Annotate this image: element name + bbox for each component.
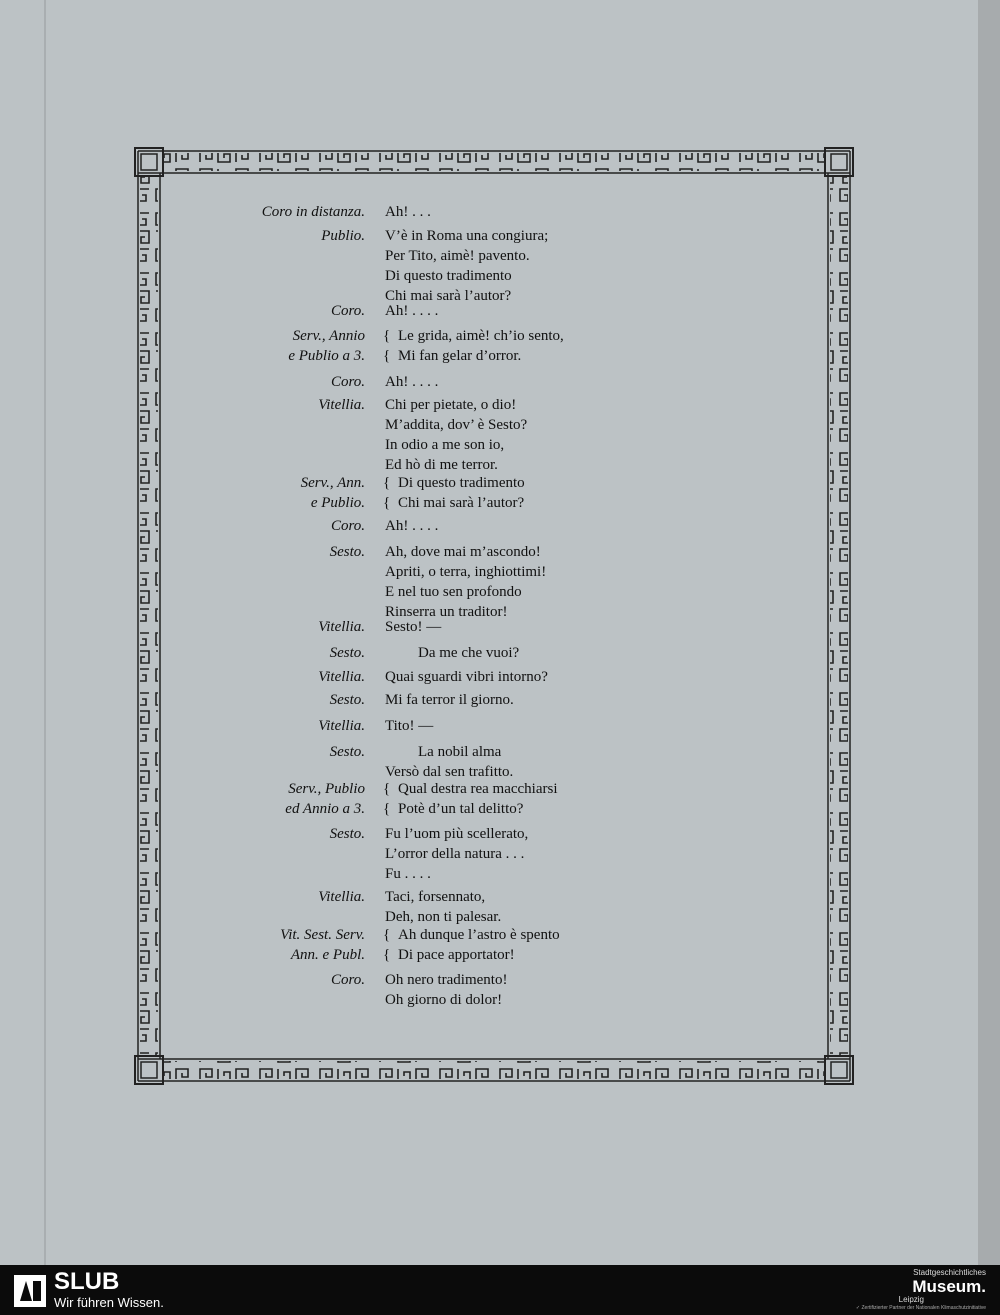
speaker-label: Coro. (330, 374, 365, 390)
speaker-label: Sesto. (329, 744, 365, 760)
verse-line: Per Tito, aimè! pavento. (385, 248, 530, 264)
verse-line: Ed hò di me terror. (385, 457, 498, 473)
speaker-label: Vit. Sest. Serv. (280, 927, 365, 943)
brace-mark: { (383, 495, 391, 511)
verse-line: Fu . . . . (385, 866, 431, 882)
verse-line: Di questo tradimento (385, 268, 512, 284)
speaker-label: Vitellia. (318, 718, 365, 734)
text-row (0, 417, 1000, 439)
verse-line: Da me che vuoi? (418, 645, 520, 661)
verse-line: Di questo tradimento (398, 475, 525, 491)
verse-line: La nobil alma (418, 744, 502, 760)
verse-line: V’è in Roma una congiura; (385, 228, 549, 244)
verse-line: Oh nero tradimento! (385, 972, 508, 988)
speaker-label: Sesto. (329, 692, 365, 708)
text-row (0, 992, 1000, 1014)
brace-mark: { (383, 927, 391, 943)
slub-name: SLUB (54, 1268, 120, 1295)
speaker-label: Ann. e Publ. (290, 947, 365, 963)
verse-line: Oh giorno di dolor! (385, 992, 503, 1008)
brace-mark: { (383, 475, 391, 491)
text-row (0, 947, 1000, 969)
verse-line: Chi per pietate, o dio! (385, 397, 517, 413)
verse-line: Fu l’uom più scellerato, (385, 826, 529, 842)
verse-line: Le grida, aimè! ch’io sento, (398, 328, 564, 344)
speaker-label: Vitellia. (318, 889, 365, 905)
verse-line: Deh, non ti palesar. (385, 909, 502, 925)
speaker-label: Vitellia. (318, 669, 365, 685)
speaker-label: Sesto. (329, 544, 365, 560)
speaker-label: Vitellia. (318, 397, 365, 413)
speaker-label: Sesto. (329, 826, 365, 842)
speaker-label: Coro. (330, 303, 365, 319)
text-row (0, 645, 1000, 667)
speaker-label: Serv., Publio (288, 781, 365, 797)
text-row (0, 495, 1000, 517)
verse-line: Ah, dove mai m’ascondo! (385, 544, 541, 560)
brace-mark: { (383, 781, 391, 797)
text-row (0, 374, 1000, 396)
text-row (0, 866, 1000, 888)
verse-line: Tito! — (385, 718, 434, 734)
text-row (0, 927, 1000, 949)
museum-city: Leipzig (898, 1295, 924, 1304)
speaker-label: Coro. (330, 518, 365, 534)
speaker-label: Coro. (330, 972, 365, 988)
text-row (0, 248, 1000, 270)
text-row (0, 397, 1000, 419)
text-row (0, 475, 1000, 497)
verse-line: Rinserra un traditor! (385, 604, 508, 620)
text-row (0, 518, 1000, 540)
footer-bar (0, 1265, 1000, 1315)
verse-line: Di pace apportator! (398, 947, 515, 963)
verse-line: Chi mai sarà l’autor? (398, 495, 525, 511)
verse-line: Quai sguardi vibri intorno? (385, 669, 548, 685)
brace-mark: { (383, 801, 391, 817)
brace-mark: { (383, 328, 391, 344)
slub-logo-icon (12, 1273, 48, 1309)
verse-line: Ah! . . . . (385, 303, 439, 319)
speaker-label: Serv., Annio (292, 328, 365, 344)
text-row (0, 564, 1000, 586)
text-row (0, 544, 1000, 566)
verse-line: Ah! . . . . (385, 518, 439, 534)
verse-line: Ah! . . . (385, 204, 431, 220)
verse-line: Qual destra rea macchiarsi (398, 781, 558, 797)
text-row (0, 328, 1000, 350)
text-row (0, 826, 1000, 848)
text-row (0, 889, 1000, 911)
verse-line: M’addita, dov’ è Sesto? (385, 417, 528, 433)
verse-line: L’orror della natura . . . (385, 846, 525, 862)
speaker-label: Serv., Ann. (300, 475, 365, 491)
speaker-label: Sesto. (329, 645, 365, 661)
brace-mark: { (383, 348, 391, 364)
text-row (0, 972, 1000, 994)
verse-line: Ah dunque l’astro è spento (398, 927, 560, 943)
text-row (0, 303, 1000, 325)
verse-line: Taci, forsennato, (385, 889, 486, 905)
verse-line: Mi fa terror il giorno. (385, 692, 514, 708)
speaker-label: e Publio. (310, 495, 365, 511)
speaker-label: e Publio a 3. (288, 348, 365, 364)
verse-line: Apriti, o terra, inghiottimi! (385, 564, 547, 580)
museum-note: ✓ Zertifizierter Partner der Nationalen Klimaschutzinitiative (855, 1305, 986, 1311)
text-row (0, 584, 1000, 606)
speaker-label: Coro in distanza. (261, 204, 365, 220)
verse-line: Chi mai sarà l’autor? (385, 288, 512, 304)
speaker-label: ed Annio a 3. (285, 801, 365, 817)
text-row (0, 619, 1000, 641)
text-row (0, 718, 1000, 740)
brace-mark: { (383, 947, 391, 963)
speaker-label: Publio. (321, 228, 365, 244)
verse-line: Versò dal sen trafitto. (385, 764, 514, 780)
text-row (0, 801, 1000, 823)
slub-tagline: Wir führen Wissen. (54, 1295, 164, 1310)
text-row (0, 437, 1000, 459)
verse-line: Potè d’un tal delitto? (398, 801, 524, 817)
text-row (0, 348, 1000, 370)
text-row (0, 204, 1000, 226)
text-row (0, 781, 1000, 803)
text-row (0, 268, 1000, 290)
verse-line: In odio a me son io, (385, 437, 505, 453)
verse-line: E nel tuo sen profondo (385, 584, 522, 600)
text-row (0, 669, 1000, 691)
text-row (0, 744, 1000, 766)
text-row (0, 846, 1000, 868)
museum-name: Museum. (912, 1277, 986, 1296)
museum-subtitle: Stadtgeschichtliches (913, 1268, 986, 1277)
text-row (0, 228, 1000, 250)
verse-line: Mi fan gelar d’orror. (398, 348, 522, 364)
verse-line: Ah! . . . . (385, 374, 439, 390)
verse-line: Sesto! — (385, 619, 442, 635)
text-row (0, 692, 1000, 714)
speaker-label: Vitellia. (318, 619, 365, 635)
